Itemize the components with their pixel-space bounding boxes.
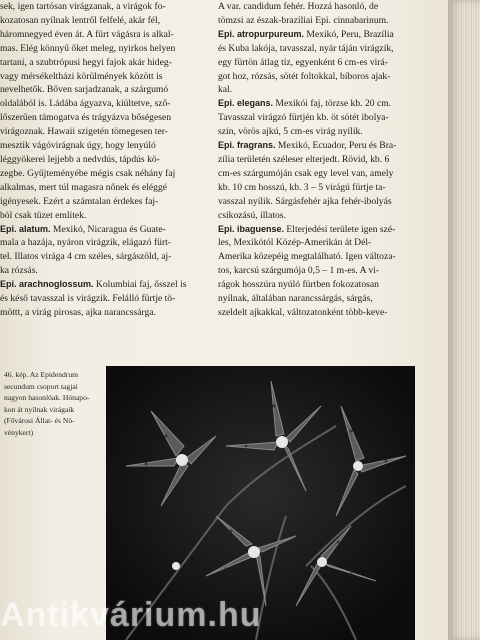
right-text-column (218, 0, 428, 320)
species-entry-fragrans (218, 139, 428, 222)
species-name: Epi. fragrans. (218, 140, 276, 151)
text-line: léggyökerei lejjebb a nedvdús, tápdús kö- (0, 153, 160, 165)
text-line: Tavasszal virágzó fürtjén kb. öt sötét ibolya- (218, 112, 389, 124)
text-line: ka rózsás. (0, 265, 38, 277)
text-line: alkalmas, mert túl magasra nőnek és eléggé (0, 181, 168, 193)
text-line: les, Mexikótól Közép-Amerikán át Dél- (218, 237, 372, 249)
text-line: tel. Illatos virága 4 cm széles, sárgászöld, aj- (0, 251, 172, 263)
text-line: Mexikó, Ecuador, Peru és Bra- (275, 140, 397, 152)
text-line: Kolumbiai faj, ősszel is (93, 279, 187, 291)
text-line: nevelhetők. Bőven sarjadzanak, a szárgumó (0, 84, 169, 96)
species-entry-alatum (0, 223, 200, 279)
caption-line: 46. kép. Az Epidendrum (4, 370, 79, 379)
text-line: Mexikói faj, törzse kb. 20 cm. (273, 98, 392, 110)
caption-line: kon át nyílnak virágaik (4, 404, 75, 414)
caption-line: nagyon hasonlóak. Hónapo- (4, 393, 90, 403)
text-line: tömzsi az észak-braziliai Epi. cinnabarinum. (218, 14, 389, 26)
text-line: Amerika közepéig megtalálható. Igen változa- (218, 251, 396, 263)
text-line: és késő tavasszal is virágzik. Felálló fürtje tö- (0, 293, 176, 305)
text-line: ból csak tüzet említek. (0, 209, 87, 221)
text-line: tos, karcsú szárgumója 0,5 – 1 m-es. A vi- (218, 265, 380, 277)
text-line: Elterjedési területe igen szé- (284, 223, 396, 235)
text-line: vagy mérsékeltházi körülmények között is (0, 70, 163, 82)
text-line: nyílnak, általában narancssárgás, sárgás, (218, 293, 373, 305)
text-line: möttt, a virág pirosas, ajka narancssárga. (0, 306, 156, 318)
species-entry-atropurpureum (218, 28, 428, 98)
text-line: mas. Elég könnyű őket meleg, nyirkos helyen (0, 42, 176, 54)
left-text-column (0, 0, 200, 320)
text-line: zegbe. Gyűjteményébe mégis csak néhány faj (0, 167, 176, 179)
text-line: got hoz, rózsás, sötét foltokkal, bíboros ajak- (218, 70, 391, 82)
page-edges (448, 0, 480, 640)
species-entry-arachnoglossum (0, 278, 200, 320)
species-name: Epi. ibaguense. (218, 223, 285, 234)
species-name: Epi. alatum. (0, 223, 51, 234)
text-line: mesztik vágóvirágnak úgy, hogy lenyúló (0, 140, 156, 152)
watermark: Antikvárium.hu (0, 596, 262, 634)
text-line: rágok hosszúra nyúló fürtben fokozatosan (218, 279, 379, 291)
text-line: tartani, a szubtrópusi hegyi fajok akár hideg- (0, 56, 172, 68)
text-line: szín, vörös ajkú, 5 cm-es virág nyílik. (218, 126, 363, 138)
text-line: kozatosan nyílnak lentről felfelé, akár fél, (0, 14, 161, 26)
text-line: szeldelt ajkakkal, változatonként több-keve- (218, 306, 388, 318)
text-line: cm-es szárgumóján csak egy level van, amely (218, 167, 394, 179)
figure-caption (4, 369, 104, 439)
intro-variety-paragraph (218, 0, 428, 28)
text-line: csíkozású, illatos. (218, 209, 286, 221)
text-line: egy fürtön átlag tíz, egyenként 6 cm-es virá- (218, 56, 388, 68)
text-line: mala a hazája, nyáron virágzik, elágazó fürt- (0, 237, 171, 249)
species-name: Epi. arachnoglossum. (0, 279, 94, 290)
text-line: kal. (218, 84, 233, 96)
text-line: háromnegyed éven át. A fürt vágásra is alkal- (0, 28, 174, 40)
text-line: és Kuba lakója, tavasszal, nyár táján virágzik, (218, 42, 394, 54)
caption-line: vénykert) (4, 427, 34, 437)
text-line: igényesek. Ezért a számtalan érdekes faj- (0, 195, 159, 207)
text-line: oldalából is. Ládába ágyazva, kiültetve, sző- (0, 98, 171, 110)
species-name: Epi. atropurpureum. (218, 28, 305, 39)
species-entry-ibaguense (218, 223, 428, 320)
text-line: zília területén széleser elterjedt. Rövid, kb. 6 (218, 153, 390, 165)
caption-line: (Fővárosi Állat- és Nö- (4, 416, 75, 426)
text-line: Mexikó, Peru, Brazília (304, 28, 394, 40)
text-line: kb. 10 cm hosszú, kb. 3 – 5 virágú fürtje ta- (218, 181, 386, 193)
text-line: vasszal nyílik. Sárgásfehér ajka fehér-ibolyás (218, 195, 392, 207)
text-line: virágoznak. Hawaii szigetén tömegesen ter- (0, 126, 168, 138)
text-line: sek, igen tartósan virágzanak, a virágok fo- (0, 1, 166, 12)
species-name: Epi. elegans. (218, 98, 274, 109)
text-line: lőszerűen támogatva és trágyázva bőségesen (0, 112, 172, 124)
text-line: A var. candidum fehér. Hozzá hasonló, de (218, 1, 379, 12)
intro-paragraph (0, 0, 200, 223)
caption-line: secundum csoport tagjai (4, 381, 78, 391)
species-entry-elegans (218, 97, 428, 139)
text-line: Mexikó, Nicaragua és Guate- (50, 223, 166, 235)
